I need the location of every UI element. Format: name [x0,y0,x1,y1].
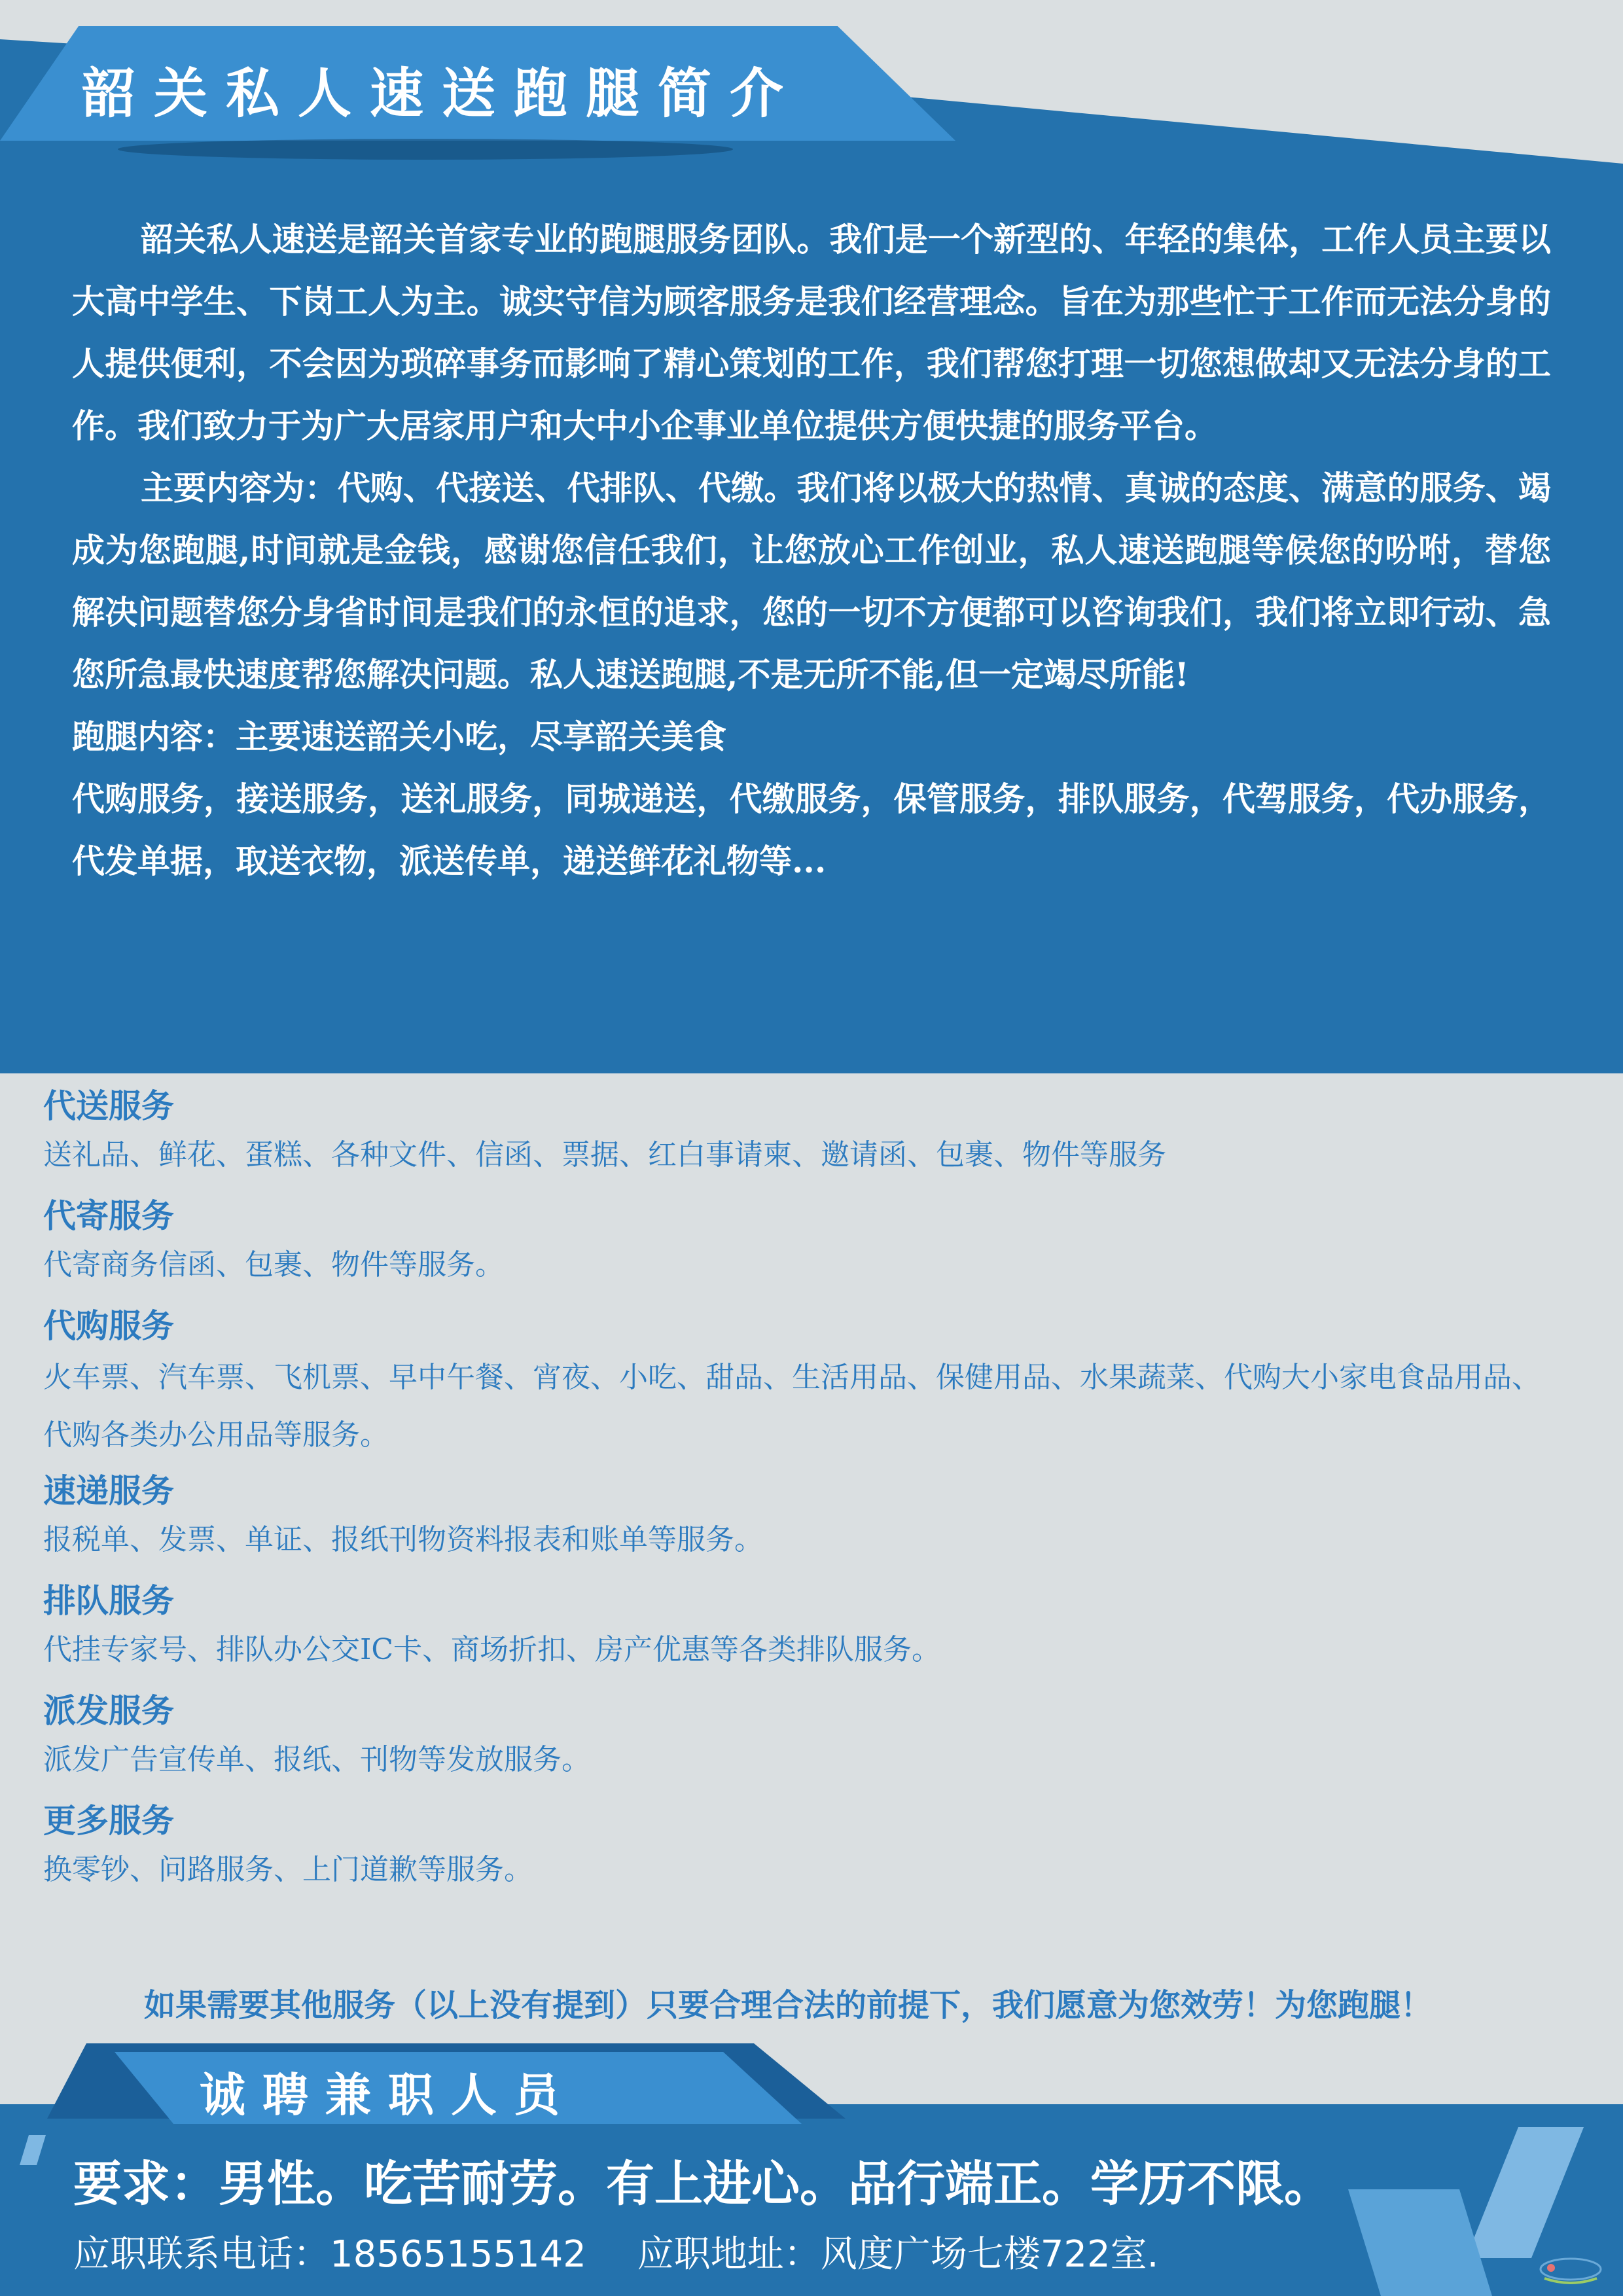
title-banner-shadow [118,139,733,160]
intro-paragraph-3: 跑腿内容：主要速送韶关小吃，尽享韶关美食 [72,717,726,756]
site-logo-icon [1531,2255,1610,2287]
service-description: 送礼品、鲜花、蛋糕、各种文件、信函、票据、红白事请柬、邀请函、包裹、物件等服务 [43,1138,1166,1172]
contact-info [73,2225,1198,2278]
service-title: 更多服务 [43,1801,174,1840]
services-list [43,1083,1561,1908]
service-title: 排队服务 [43,1581,174,1620]
service-description: 代挂专家号、排队办公交IC卡、商场折扣、房产优惠等各类排队服务。 [43,1633,941,1666]
contact-phone: 应职联系电话：18565155142 [73,2233,586,2276]
service-description: 代寄商务信函、包裹、物件等服务。 [43,1248,504,1282]
service-description: 火车票、汽车票、飞机票、早中午餐、宵夜、小吃、甜品、生活用品、保健用品、水果蔬菜、代购大小家电食品用品、代购各类办公用品等服务。 [43,1361,1541,1452]
service-description: 换零钞、问路服务、上门道歉等服务。 [43,1853,533,1886]
intro-paragraph-1: 韶关私人速送是韶关首家专业的跑腿服务团队。我们是一个新型的、年轻的集体，工作人员主要以大高中学生、下岗工人为主。诚实守信为顾客服务是我们经营理念。旨在为那些忙于工作而无法分身的人提供便利，不会因为琐碎事务而影响了精心策划的工作，我们帮您打理一切您想做却又无法分身的工作。我们致力于为广大居家用户和大中小企事业单位提供方便快捷的服务平台。 [72,220,1551,445]
intro-paragraph-4: 代购服务，接送服务，送礼服务，同城递送，代缴服务，保管服务，排队服务，代驾服务，代办服务，代发单据，取送衣物，派送传单，递送鲜花礼物等... [72,780,1551,880]
recruit-requirements: 要求：男性。吃苦耐劳。有上进心。品行端正。学历不限。 [73,2156,1332,2212]
service-description: 派发广告宣传单、报纸、刊物等发放服务。 [43,1743,590,1776]
contact-address: 应职地址：风度广场七楼722室. [637,2233,1159,2276]
page-title: 韶关私人速送跑腿简介 [82,63,802,125]
service-title: 速递服务 [43,1471,174,1510]
service-title: 代购服务 [43,1306,174,1345]
recruit-title: 诚聘兼职人员 [200,2068,577,2122]
closing-note: 如果需要其他服务（以上没有提到）只要合理合法的前提下，我们愿意为您效劳！为您跑腿！ [144,1987,1433,2024]
intro-paragraph-2: 主要内容为：代购、代接送、代排队、代缴。我们将以极大的热情、真诚的态度、满意的服务、竭成为您跑腿,时间就是金钱，感谢您信任我们，让您放心工作创业，私人速送跑腿等候您的吩咐，替您解决问题替您分身省时间是我们的永恒的追求，您的一切不方便都可以咨询我们，我们将立即行动、急您所急最快速度帮您解决问题。私人速送跑腿,不是无所不能,但一定竭尽所能! [72,469,1551,694]
service-title: 代寄服务 [43,1196,174,1235]
service-title: 派发服务 [43,1691,174,1730]
service-title: 代送服务 [43,1086,174,1125]
service-description: 报税单、发票、单证、报纸刊物资料报表和账单等服务。 [43,1523,763,1556]
intro-section [72,208,1551,892]
